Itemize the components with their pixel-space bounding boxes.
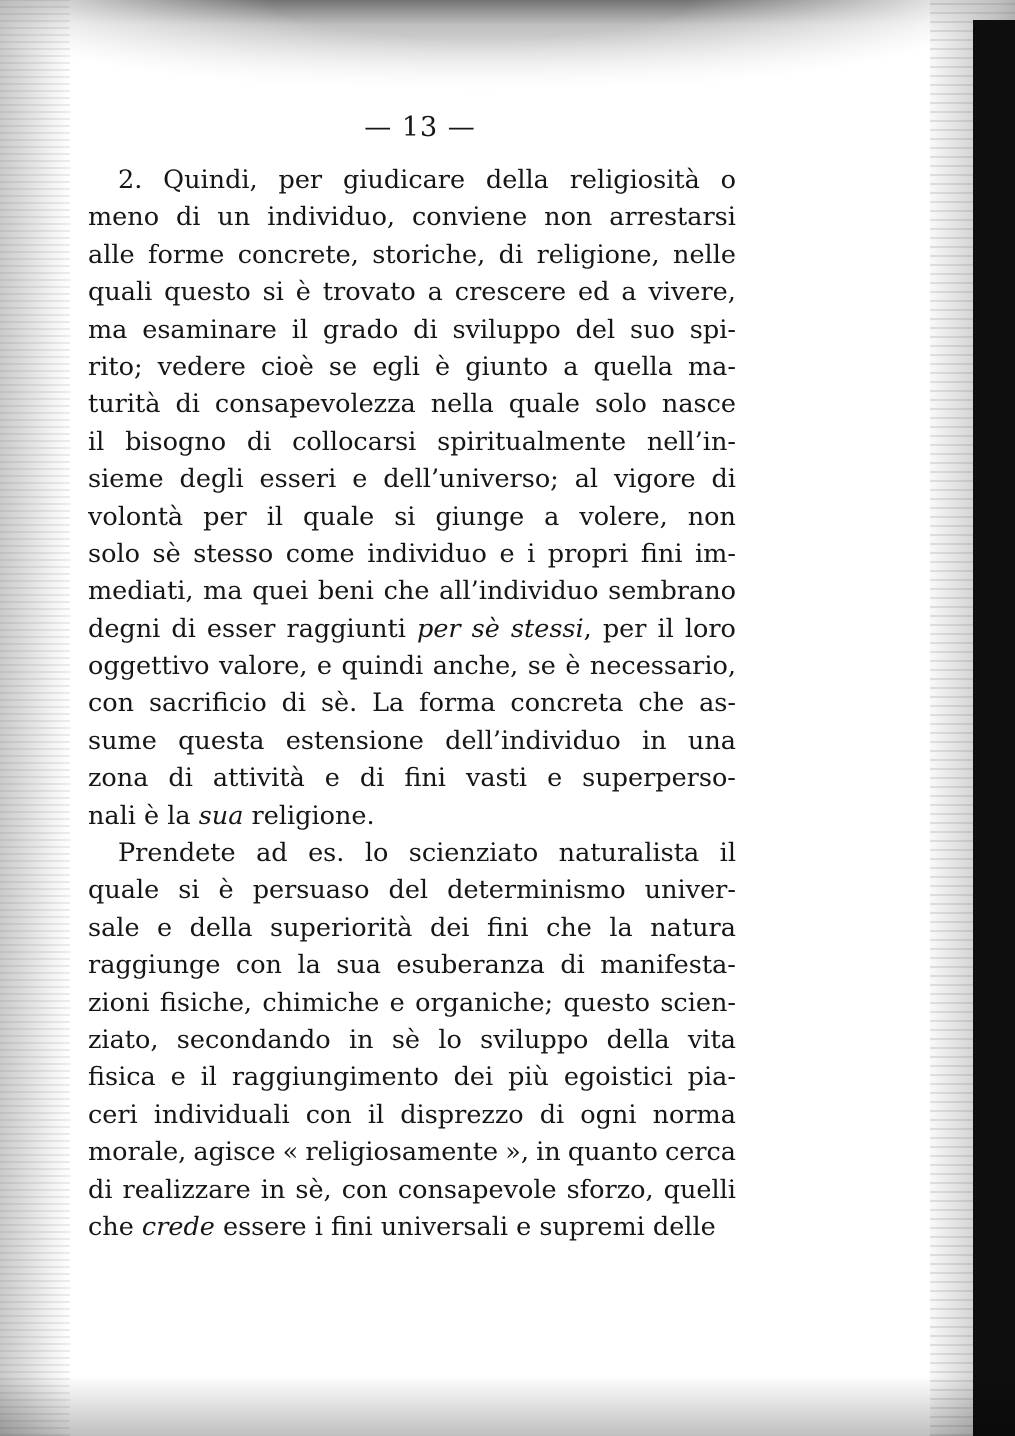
word: supremi xyxy=(539,1211,645,1242)
word: volere, xyxy=(579,501,668,532)
word: di xyxy=(560,950,585,981)
text-line xyxy=(88,872,736,909)
word: forma xyxy=(419,688,496,719)
word: crede xyxy=(141,1211,215,1242)
word: vigore xyxy=(614,464,696,495)
word: di xyxy=(498,239,524,270)
word: sieme xyxy=(88,464,164,495)
word: nasce xyxy=(661,389,736,420)
word: degni xyxy=(88,613,161,644)
word: di xyxy=(413,314,438,345)
word: raggiunti xyxy=(286,613,406,644)
text-line xyxy=(88,760,736,797)
word: per xyxy=(417,613,461,644)
text-line xyxy=(88,648,736,685)
text-line xyxy=(88,199,736,236)
word: 2. xyxy=(118,165,143,195)
word: sè xyxy=(152,538,181,569)
word: che xyxy=(546,912,592,943)
word: questo xyxy=(563,987,650,1018)
word: del xyxy=(388,875,429,906)
word: ad xyxy=(256,838,288,869)
word: solo xyxy=(88,538,140,569)
word: necessario, xyxy=(589,651,736,682)
word: religione, xyxy=(536,239,660,270)
word: esaminare xyxy=(142,314,277,345)
text-line xyxy=(88,1134,736,1171)
word: fini xyxy=(331,1211,373,1242)
word: all’individuo xyxy=(439,576,599,607)
word: per xyxy=(203,501,247,532)
text-line xyxy=(88,573,736,610)
word: norma xyxy=(652,1099,736,1130)
word: spi- xyxy=(689,314,736,345)
text-line xyxy=(88,1172,736,1209)
word: il xyxy=(291,314,309,345)
text-line xyxy=(88,499,736,536)
word: dei xyxy=(429,912,470,943)
word: chimiche xyxy=(262,987,380,1018)
word: estensione xyxy=(285,725,424,756)
word: delle xyxy=(652,1211,716,1242)
word: giunge xyxy=(435,501,525,532)
word: in xyxy=(348,1024,374,1055)
word: sacrificio xyxy=(148,688,267,719)
word: volontà xyxy=(88,501,184,532)
word: es. xyxy=(308,838,345,869)
word: la xyxy=(167,800,191,831)
word: La xyxy=(372,688,405,719)
word: quelli xyxy=(663,1174,736,1205)
word: che xyxy=(88,1211,134,1242)
word: quanto xyxy=(567,1137,658,1168)
word: vita xyxy=(687,1024,736,1055)
word: organiche; xyxy=(415,987,554,1018)
word: lo xyxy=(364,838,389,869)
word: pia- xyxy=(687,1062,736,1093)
word: ogni xyxy=(580,1099,637,1130)
word: nell’in- xyxy=(646,426,736,457)
word: as- xyxy=(699,688,736,719)
word: che xyxy=(638,688,685,719)
text-line xyxy=(88,685,736,722)
word: turità xyxy=(88,389,161,420)
word: i xyxy=(314,1211,323,1242)
text-line xyxy=(88,1022,736,1059)
word: sua xyxy=(336,950,381,981)
word: il xyxy=(266,501,284,532)
word: è xyxy=(435,351,451,382)
word: in xyxy=(536,1137,561,1168)
word: nali xyxy=(88,800,136,831)
word: la xyxy=(297,950,321,981)
word: manifesta- xyxy=(600,950,736,981)
word: della xyxy=(606,1024,670,1055)
word: di xyxy=(175,202,201,233)
word: questa xyxy=(178,725,265,756)
word: individuo, xyxy=(267,202,396,233)
word: di xyxy=(359,763,385,794)
word: individuo xyxy=(367,538,487,569)
text-line xyxy=(88,910,736,947)
word: vasti xyxy=(465,763,528,794)
text-line xyxy=(88,1059,736,1096)
word: a xyxy=(544,501,560,532)
word: ma xyxy=(88,314,128,345)
word: di xyxy=(711,464,736,495)
word: quale xyxy=(88,875,160,906)
word: più xyxy=(508,1062,549,1093)
word: religione. xyxy=(251,800,375,831)
text-line xyxy=(88,798,736,835)
word: conviene xyxy=(411,202,528,233)
word: con xyxy=(341,1174,388,1205)
word: oggettivo xyxy=(88,651,210,682)
word: esseri xyxy=(259,464,337,495)
word: fini xyxy=(404,763,446,794)
word: cerca xyxy=(664,1137,736,1168)
word: egoistici xyxy=(563,1062,673,1093)
word: secondando xyxy=(176,1024,331,1055)
text-line xyxy=(88,536,736,573)
text-line xyxy=(88,349,736,386)
word: il xyxy=(657,613,674,644)
word: al xyxy=(574,464,599,495)
word: con xyxy=(88,688,135,719)
word: nelle xyxy=(673,239,736,270)
word: e xyxy=(547,763,563,794)
word: ziato, xyxy=(88,1024,159,1055)
word: il xyxy=(200,1062,217,1093)
word: meno xyxy=(88,202,160,233)
word: suo xyxy=(630,314,675,345)
word: arrestarsi xyxy=(609,202,736,233)
text-line xyxy=(88,424,736,461)
word: im- xyxy=(695,538,736,569)
word: egli xyxy=(372,351,420,382)
word: dell’individuo xyxy=(445,725,621,756)
word: come xyxy=(285,538,355,569)
body-text xyxy=(88,162,736,1246)
word: trovato xyxy=(322,277,416,308)
word: solo xyxy=(594,389,647,420)
word: sè xyxy=(391,1024,421,1055)
word: propri xyxy=(547,538,629,569)
word: della xyxy=(189,912,253,943)
word: non xyxy=(687,501,736,532)
word: sè, xyxy=(295,1174,332,1205)
word: scienziato xyxy=(408,838,539,869)
word: grado xyxy=(322,314,399,345)
page-number: — 13 — xyxy=(364,112,476,143)
word: quindi xyxy=(341,651,424,682)
word: ma- xyxy=(688,351,736,382)
word: i xyxy=(527,538,536,569)
word: a xyxy=(621,277,637,308)
word: è xyxy=(565,651,581,682)
word: fini xyxy=(640,538,683,569)
word: alle xyxy=(88,239,135,270)
word: cioè xyxy=(260,351,314,382)
word: a xyxy=(563,351,579,382)
word: », xyxy=(505,1137,529,1168)
word: della xyxy=(485,165,549,195)
word: scien- xyxy=(660,987,736,1018)
word: quali xyxy=(88,277,153,308)
word: giunto xyxy=(465,351,549,382)
word: anche, xyxy=(432,651,519,682)
word: una xyxy=(687,725,736,756)
word: e xyxy=(352,464,368,495)
word: raggiungimento xyxy=(231,1062,439,1093)
word: beni xyxy=(317,576,374,607)
word: il xyxy=(367,1099,385,1130)
word: e xyxy=(316,651,333,682)
word: zioni xyxy=(88,987,150,1018)
word: questo xyxy=(164,277,251,308)
text-line xyxy=(88,611,736,648)
text-line xyxy=(88,312,736,349)
word: nella xyxy=(430,389,494,420)
word: natura xyxy=(650,912,736,943)
word: o xyxy=(720,165,736,195)
word: e xyxy=(499,538,515,569)
word: sume xyxy=(88,725,157,756)
word: sua xyxy=(198,800,244,831)
word: ma xyxy=(203,576,243,607)
word: per xyxy=(602,613,647,644)
word: loro xyxy=(684,613,736,644)
word: un xyxy=(217,202,251,233)
word: agisce xyxy=(193,1137,276,1168)
word: sembrano xyxy=(608,576,736,607)
word: esser xyxy=(206,613,276,644)
word: persuaso xyxy=(252,875,370,906)
word: per xyxy=(278,165,323,195)
word: sè xyxy=(471,613,500,644)
word: esuberanza xyxy=(396,950,545,981)
word: con xyxy=(305,1099,352,1130)
word: superperso- xyxy=(582,763,736,794)
word: mediati, xyxy=(88,576,194,607)
word: del xyxy=(575,314,616,345)
word: è xyxy=(295,277,311,308)
word: collocarsi xyxy=(292,426,417,457)
word: sviluppo xyxy=(480,1024,589,1055)
word: disprezzo xyxy=(400,1099,524,1130)
text-line xyxy=(88,723,736,760)
text-line xyxy=(88,835,736,872)
word: consapevolezza xyxy=(214,389,416,420)
word: univer- xyxy=(644,875,736,906)
word: valore, xyxy=(218,651,308,682)
word: e xyxy=(389,987,405,1018)
word: di xyxy=(281,688,307,719)
word: realizzare xyxy=(122,1174,251,1205)
word: a xyxy=(427,277,443,308)
word: quale xyxy=(303,501,375,532)
word: degli xyxy=(179,464,244,495)
word: universali xyxy=(380,1211,509,1242)
word: non xyxy=(544,202,593,233)
word: ceri xyxy=(88,1099,138,1130)
word: fisiche, xyxy=(159,987,253,1018)
word: in xyxy=(642,725,667,756)
word: forme xyxy=(148,239,225,270)
word: di xyxy=(88,1174,113,1205)
word: lo xyxy=(438,1024,462,1055)
word: giudicare xyxy=(342,165,466,195)
word: storiche, xyxy=(372,239,486,270)
text-line xyxy=(88,461,736,498)
word: fisica xyxy=(88,1062,156,1093)
word: si xyxy=(178,875,200,906)
text-line xyxy=(88,1097,736,1134)
word: sviluppo xyxy=(452,314,561,345)
word: ed xyxy=(578,277,610,308)
word: stessi, xyxy=(510,613,592,644)
word: si xyxy=(394,501,416,532)
word: la xyxy=(609,912,633,943)
word: di xyxy=(171,613,196,644)
word: è xyxy=(144,800,160,831)
word: bisogno xyxy=(125,426,227,457)
word: con xyxy=(235,950,282,981)
word: di xyxy=(539,1099,565,1130)
word: sale xyxy=(88,912,140,943)
word: concreta xyxy=(510,688,624,719)
word: vivere, xyxy=(648,277,736,308)
word: rito; xyxy=(88,351,143,382)
word: quei xyxy=(252,576,309,607)
text-line xyxy=(88,1209,736,1246)
word: spiritualmente xyxy=(437,426,627,457)
word: raggiunge xyxy=(88,950,221,981)
word: e xyxy=(516,1211,532,1242)
word: religiosità xyxy=(569,165,700,195)
word: naturalista xyxy=(558,838,700,869)
word: crescere xyxy=(454,277,567,308)
text-line xyxy=(88,947,736,984)
word: individuali xyxy=(153,1099,290,1130)
word: sforzo, xyxy=(566,1174,654,1205)
word: e xyxy=(324,763,340,794)
word: se xyxy=(328,351,358,382)
word: se xyxy=(527,651,556,682)
word: zona xyxy=(88,763,149,794)
word: superiorità xyxy=(270,912,413,943)
scan-edge-bottom xyxy=(0,1376,1015,1436)
word: e xyxy=(157,912,173,943)
word: concrete, xyxy=(237,239,359,270)
word: di xyxy=(168,763,193,794)
word: è xyxy=(218,875,234,906)
word: « xyxy=(282,1137,299,1168)
text-line xyxy=(88,985,736,1022)
word: quella xyxy=(593,351,673,382)
word: stesso xyxy=(193,538,274,569)
word: quale xyxy=(508,389,580,420)
text-line xyxy=(88,237,736,274)
word: in xyxy=(260,1174,286,1205)
text-line xyxy=(88,162,736,199)
word: fini xyxy=(487,912,529,943)
word: e xyxy=(170,1062,186,1093)
word: di xyxy=(175,389,200,420)
word: dell’universo; xyxy=(383,464,559,495)
scan-binding-shadow xyxy=(973,20,1015,1436)
scan-edge-left xyxy=(0,0,70,1436)
word: il xyxy=(719,838,736,869)
word: determinismo xyxy=(447,875,626,906)
word: vedere xyxy=(157,351,246,382)
word: il xyxy=(88,426,105,457)
word: morale, xyxy=(88,1137,187,1168)
word: Prendete xyxy=(118,838,236,869)
word: religiosamente xyxy=(305,1137,499,1168)
text-line xyxy=(88,274,736,311)
word: Quindi, xyxy=(163,165,258,195)
word: si xyxy=(262,277,284,308)
text-line xyxy=(88,386,736,423)
word: sè. xyxy=(320,688,358,719)
word: che xyxy=(383,576,430,607)
scan-edge-top xyxy=(0,0,1015,95)
word: consapevole xyxy=(397,1174,557,1205)
word: di xyxy=(246,426,272,457)
word: essere xyxy=(223,1211,307,1242)
word: dei xyxy=(453,1062,494,1093)
word: attività xyxy=(212,763,305,794)
